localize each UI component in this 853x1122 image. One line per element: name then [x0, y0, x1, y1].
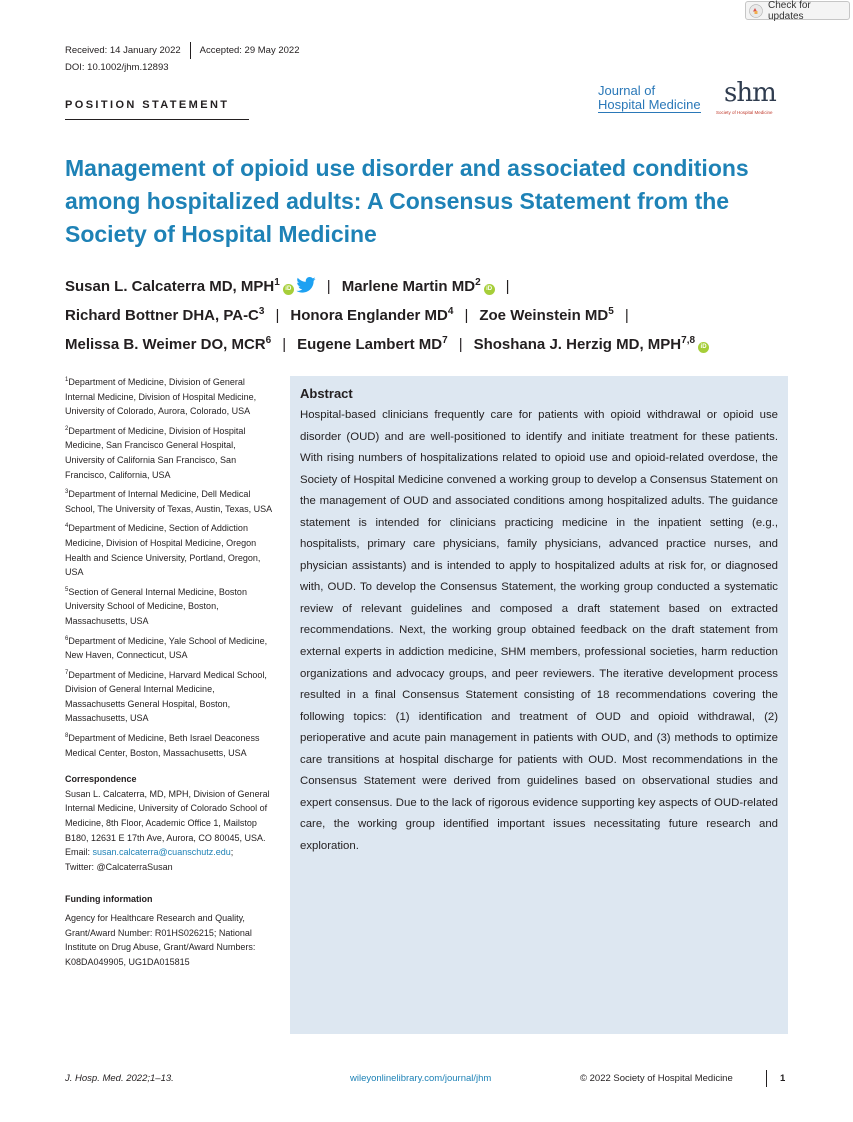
affiliation-sup: 4 — [65, 523, 69, 530]
author-name: Zoe Weinstein MD — [479, 307, 609, 324]
author-affil-sup: 1 — [274, 277, 280, 288]
affiliation-text: Department of Medicine, Division of General Internal Medicine, Division of Hospital Medicine, University of Colorado, Aurora, Colorado, USA — [65, 377, 257, 417]
author-separator: | — [505, 278, 510, 295]
affiliation-sup: 5 — [65, 586, 69, 593]
shm-logo-subtitle: Society of Hospital Medicine — [716, 110, 773, 115]
author[interactable] — [479, 307, 613, 324]
author-affil-sup: 6 — [265, 335, 272, 346]
affiliation-text: Department of Medicine, Harvard Medical School, Division of General Internal Medicine, Massachusetts General Hospital, Boston, Massachusetts, USA — [65, 669, 267, 724]
author-affil-sup: 7,8 — [681, 335, 696, 346]
abstract-text: Hospital-based clinicians frequently care for patients with opioid withdrawal or opioid use disorder (OUD) and are well-positioned to identify and initiate treatment for these patients. With rising numbers of hospitalizations related to opioid use and opioid-related overdose, the Society of Hospital Medicine convened a working group to develop a Consensus Statement on the management of OUD and associated conditions among hospitalized adults. The guidance statement is intended for clinicians practicing medicine in the inpatient setting (e.g., hospitalists, primary care physicians, family physicians, advanced practice nurses, and physician assistants) and is intended to apply to hospitalized adults at risk for, or diagnosed with, OUD. To develop the Consensus Statement, the working group conducted a systematic review of relevant guidelines and composed a draft statement based on extracted recommendations. Next, the working group obtained feedback on the draft statement from external experts in addiction medicine, SHM members, professional societies, harm reduction organizations and advocacy groups, and peer reviewers. The iterative development process resulted in a final Consensus Statement consisting of 18 recommendations covering the following topics: (1) identification and treatment of OUD and opioid withdrawal, (2) perioperative and acute pain management in patients with OUD, and (3) methods to optimize care transitions at hospital discharge for patients with OUD. Most recommendations in the Consensus Statement were derived from guidelines based on observational studies and expert consensus. Due to the lack of rigorous evidence supporting key aspects of OUD-related care, the working group identified important issues necessitating future research and exploration. — [300, 409, 778, 852]
author-name: Eugene Lambert MD — [297, 336, 443, 353]
orcid-icon[interactable]: iD — [484, 284, 495, 295]
check-updates-icon — [749, 4, 763, 18]
affiliation — [65, 634, 275, 663]
author-affil-sup: 4 — [447, 306, 454, 317]
affiliation-sup: 8 — [65, 733, 69, 740]
affiliation-sup: 2 — [65, 425, 69, 432]
orcid-icon[interactable]: iD — [283, 284, 294, 295]
affiliation — [65, 668, 275, 726]
funding-heading: Funding information — [65, 894, 153, 905]
affiliation-sup: 6 — [65, 635, 69, 642]
author-name: Melissa B. Weimer DO, MCR — [65, 336, 266, 353]
correspondence-address: Susan L. Calcaterra, MD, MPH, Division of General Internal Medicine, University of Colorado School of Medicine, 8th Floor, Academic Office 1, Mailstop B180, 12631 E 17th Ave, Aurora, CO 80045, USA. — [65, 788, 270, 843]
correspondence-heading: Correspondence — [65, 774, 137, 785]
email-link[interactable]: susan.calcaterra@cuanschutz.edu — [92, 847, 231, 858]
date-separator — [190, 42, 191, 59]
affiliation-text: Department of Medicine, Beth Israel Deaconess Medical Center, Boston, Massachusetts, USA — [65, 733, 260, 758]
affiliation — [65, 521, 275, 579]
accepted-date: Accepted: 29 May 2022 — [199, 45, 300, 56]
author[interactable] — [65, 336, 271, 353]
footer-citation: J. Hosp. Med. 2022;1–13. — [65, 1073, 174, 1084]
affiliation-sup: 3 — [65, 489, 69, 496]
affiliation-text: Department of Medicine, Division of Hospital Medicine, San Francisco General Hospital, University of California San Francisco, San Francisco, California, USA — [65, 425, 246, 480]
abstract-box — [290, 376, 788, 1034]
footer-separator — [766, 1070, 767, 1087]
email-suffix: ; — [230, 847, 234, 858]
author[interactable] — [65, 278, 316, 295]
footer-url[interactable]: wileyonlinelibrary.com/journal/jhm — [350, 1073, 492, 1084]
affiliation-text: Department of Internal Medicine, Dell Medical School, The University of Texas, Austin, Texas, USA — [65, 489, 273, 514]
paper-type-underline — [65, 119, 249, 120]
author-separator: | — [624, 307, 629, 324]
author-name: Richard Bottner DHA, PA-C — [65, 307, 259, 324]
author-name: Shoshana J. Herzig MD, MPH — [473, 336, 682, 353]
page-number: 1 — [780, 1073, 786, 1084]
page-footer — [65, 1073, 788, 1087]
journal-logo-line1: Journal of — [598, 83, 656, 98]
author-separator: | — [464, 307, 469, 324]
shm-logo: shm — [724, 78, 776, 108]
doi[interactable]: DOI: 10.1002/jhm.12893 — [65, 62, 169, 73]
author-separator: | — [282, 336, 287, 353]
footer-copyright: © 2022 Society of Hospital Medicine — [580, 1073, 733, 1084]
affiliation — [65, 487, 275, 516]
affiliation — [65, 424, 275, 482]
affiliation-text: Department of Medicine, Yale School of Medicine, New Haven, Connecticut, USA — [65, 635, 268, 661]
twitter-icon[interactable] — [296, 277, 316, 293]
affiliation-text: Section of General Internal Medicine, Boston University School of Medicine, Boston, Massachusetts, USA — [65, 586, 247, 626]
author[interactable] — [290, 307, 453, 324]
author[interactable] — [474, 336, 709, 353]
check-for-updates-label: Check for updates — [767, 0, 811, 22]
journal-logo-line2: Hospital Medicine — [598, 97, 701, 112]
author-separator: | — [326, 278, 331, 295]
abstract-heading: Abstract — [300, 386, 353, 401]
check-for-updates-button[interactable] — [745, 1, 850, 20]
affiliation — [65, 731, 275, 760]
email-label: Email: — [65, 847, 93, 858]
author-affil-sup: 7 — [442, 335, 448, 346]
author-list — [65, 272, 805, 359]
author-name: Marlene Martin MD — [341, 278, 476, 295]
twitter-handle: Twitter: @CalcaterraSusan — [65, 861, 173, 872]
affiliation-text: Department of Medicine, Section of Addiction Medicine, Division of Hospital Medicine, Oregon Health and Science University, Portland, Oregon, USA — [65, 523, 261, 578]
author-affil-sup: 2 — [475, 277, 481, 288]
author-affil-sup: 5 — [608, 306, 614, 317]
journal-logo — [598, 84, 701, 113]
correspondence-text — [65, 787, 275, 875]
author-separator: | — [275, 307, 280, 324]
affiliations-column — [65, 375, 275, 969]
affiliation-sup: 7 — [65, 669, 69, 676]
author[interactable] — [65, 307, 264, 324]
orcid-icon[interactable]: iD — [698, 342, 709, 353]
author-name: Susan L. Calcaterra MD, MPH — [65, 278, 275, 295]
author-separator: | — [458, 336, 463, 353]
author[interactable] — [297, 336, 448, 353]
funding-text: Agency for Healthcare Research and Quality, Grant/Award Number: R01HS026215; National Institute on Drug Abuse, Grant/Award Numbers: K08DA049905, UG1DA015815 — [65, 913, 256, 967]
author-affil-sup: 3 — [258, 306, 265, 317]
affiliation-sup: 1 — [65, 377, 69, 383]
received-date: Received: 14 January 2022 — [65, 45, 181, 56]
author-name: Honora Englander MD — [290, 307, 448, 324]
author[interactable] — [342, 278, 495, 295]
article-title: Management of opioid use disorder and associated conditions among hospitalized adults: A Consensus Statement from the Society of Hospital Medicine — [65, 155, 749, 247]
paper-type: POSITION STATEMENT — [65, 99, 230, 111]
article-dates — [65, 42, 300, 59]
affiliation — [65, 585, 275, 629]
affiliation — [65, 375, 275, 419]
